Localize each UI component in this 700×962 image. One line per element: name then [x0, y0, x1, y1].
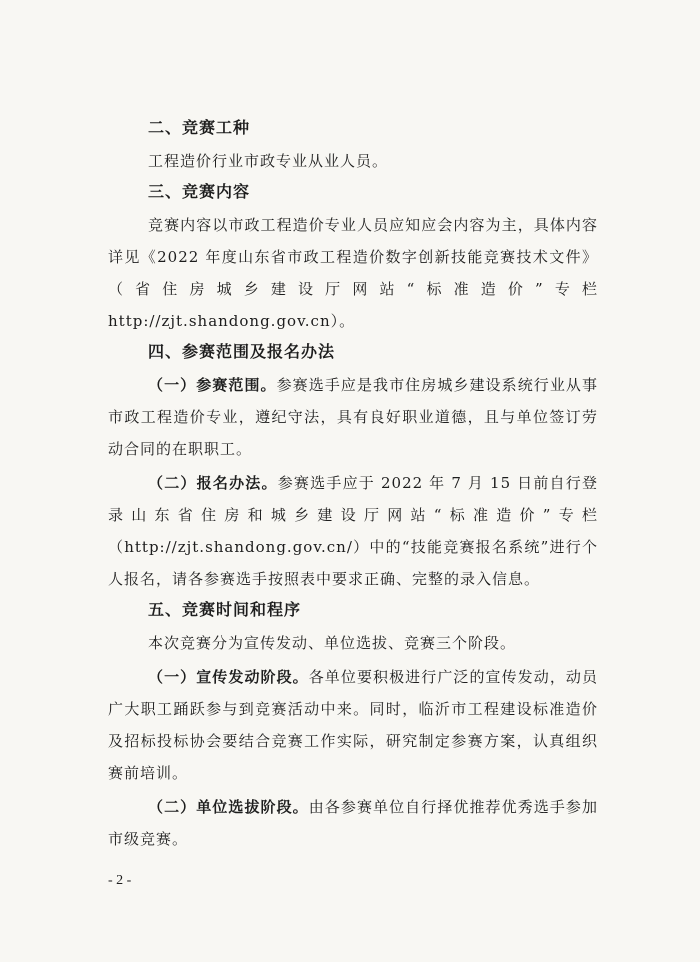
section-4-p1-lead: （一）参赛范围。 [148, 376, 277, 394]
section-3-heading: 三、竞赛内容 [148, 182, 251, 201]
section-5-p2-text: 由各参赛单位自行择优推荐优秀选手参加市级竞赛。 [108, 798, 598, 848]
section-4-paragraph-1 [108, 369, 598, 465]
section-4-p1-text: 参赛选手应是我市住房城乡建设系统行业从事市政工程造价专业，遵纪守法，具有良好职业道德，且与单位签订劳动合同的在职职工。 [108, 376, 598, 458]
document-body [108, 115, 598, 857]
page-number: - 2 - [108, 873, 132, 888]
section-5-p1-lead: （一）宣传发动阶段。 [148, 668, 309, 686]
section-2-paragraph: 工程造价行业市政专业从业人员。 [148, 152, 389, 170]
section-4-p2-lead: （二）报名办法。 [148, 474, 278, 492]
section-4-paragraph-2 [108, 467, 598, 595]
section-5-paragraph-2 [108, 791, 598, 855]
section-3-paragraph: 竞赛内容以市政工程造价专业人员应知应会内容为主，具体内容详见《2022 年度山东省市政工程造价数字创新技能竞赛技术文件》（省住房城乡建设厅网站“标准造价”专栏http://zjt.shandong.gov.cn）。 [108, 216, 598, 330]
section-4-p2-text: 参赛选手应于 2022 年 7 月 15 日前自行登录山东省住房和城乡建设厅网站“标准造价”专栏（http://zjt.shandong.gov.cn/）中的“技能竞赛报名系统”进行个人报名，请各参赛选手按照表中要求正确、完整的录入信息。 [108, 474, 598, 588]
section-4-heading: 四、参赛范围及报名办法 [148, 342, 336, 361]
section-2-heading: 二、竞赛工种 [148, 118, 251, 137]
section-5-heading: 五、竞赛时间和程序 [148, 600, 302, 619]
section-5-intro: 本次竞赛分为宣传发动、单位选拔、竞赛三个阶段。 [148, 634, 517, 652]
section-5-p1-text: 各单位要积极进行广泛的宣传发动，动员广大职工踊跃参与到竞赛活动中来。同时，临沂市工程建设标准造价及招标投标协会要结合竞赛工作实际，研究制定参赛方案，认真组织赛前培训。 [108, 668, 598, 782]
section-5-p2-lead: （二）单位选拔阶段。 [148, 798, 309, 816]
section-5-paragraph-1 [108, 661, 598, 789]
